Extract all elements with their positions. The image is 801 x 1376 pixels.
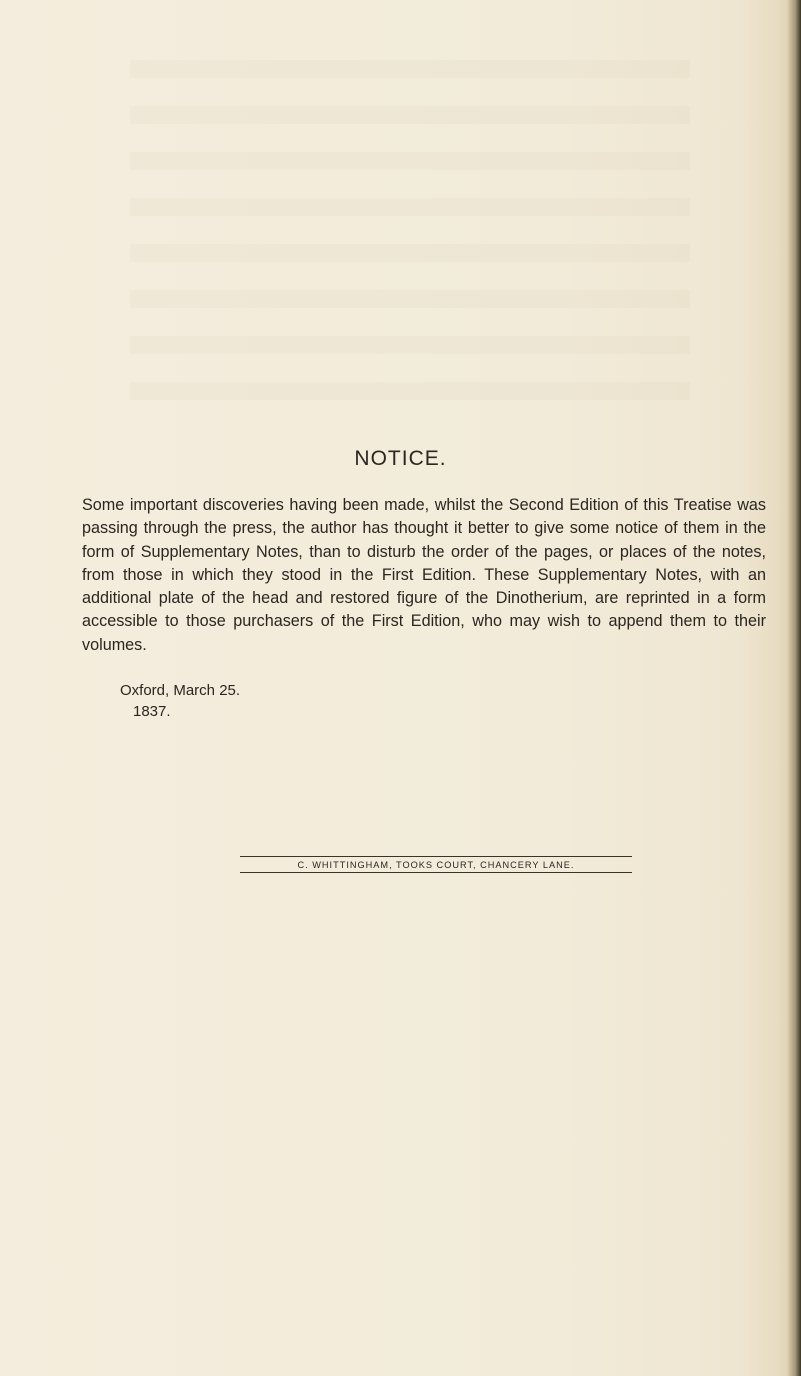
dateline-year: 1837. xyxy=(133,703,171,720)
show-through-bleed xyxy=(130,60,690,400)
printer-imprint-block xyxy=(240,856,632,873)
imprint-rule-bottom xyxy=(240,872,632,873)
printer-imprint: C. WHITTINGHAM, TOOKS COURT, CHANCERY LANE. xyxy=(297,860,575,870)
notice-body: Some important discoveries having been made, whilst the Second Edition of this Treatise was passing through the press, the author has thought it better to give some notice of them in the form of Supplementary Notes, than to disturb the order of the pages, or places of the notes, from those in which they stood in the First Edition. These Supplementary Notes, with an additional plate of the head and restored figure of the Dinotherium, are reprinted in a form accessible to those purchasers of the First Edition, who may wish to append them to their volumes. xyxy=(82,496,766,654)
notice-heading: NOTICE. xyxy=(354,447,447,470)
dateline xyxy=(120,680,240,722)
page-edge-shadow xyxy=(787,0,801,1376)
dateline-place-date: Oxford, March 25. xyxy=(120,682,241,699)
